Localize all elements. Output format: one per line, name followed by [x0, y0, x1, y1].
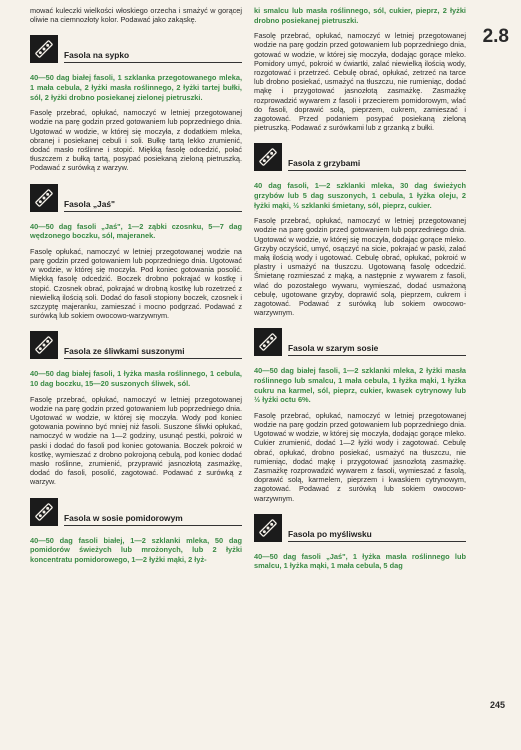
- recipe-header: [30, 329, 242, 359]
- recipe-title: Fasola w sosie pomidorowym: [64, 512, 183, 523]
- intro-text: mować kuleczki wielkości włoskiego orzecha i smażyć w gorącej oliwie na ciemnozłoty kolor. Podawać jako zakąskę.: [30, 6, 242, 25]
- recipe-title: Fasola po myśliwsku: [288, 528, 372, 539]
- beans-icon: [30, 331, 58, 359]
- recipe-instructions: Fasolę opłukać, namoczyć w letniej przegotowanej wodzie na parę godzin przed gotowaniem lub poprzedniego dnia. Ugotować w wodzie, w której się moczyła. Pod koniec gotowania posolić. Miękką fasolę odcedzić. Boczek drobno pokrajać w kostkę i stopić. Czosnek obrać, pokrajać w drobną kostkę lub rozetrzeć z niewielką ilością soli. Dodać do fasoli stopiony boczek, czosnek i szczyptę majeranku, zamieszać i mocno podgrzać. Podawać z surówką lub sokiem owocowo-warzywnym.: [30, 246, 242, 321]
- recipe-title: Fasola z grzybami: [288, 158, 361, 169]
- recipe-ingredients: 40 dag fasoli, 1—2 szklanki mleka, 30 dag świeżych grzybów lub 5 dag suszonych, 1 cebula, 1 łyżka oleju, 2 łyżki mąki, ½ szklanki śmietany, sól, pieprz, cukier.: [254, 181, 466, 210]
- recipe-instructions: Fasolę przebrać, opłukać, namoczyć w letniej przegotowanej wodzie na parę godzin przed gotowaniem lub poprzedniego dnia. Ugotować w wodzie, w której się moczyła, z dodatkiem mleka, obranej i posiekanej cebuli i soli. Bułkę tartą lekko zrumienić, dodać masło roślinne i stopić. Miękką fasolę odcedzić, połać tłuszczem z bułką tartą, posypać posiekaną zieloną pietruszką. Podawać z surówką z warzyw.: [30, 108, 242, 173]
- recipe-instructions: Fasolę przebrać, opłukać, namoczyć w letniej przegotowanej wodzie na parę godzin przed gotowaniem lub poprzedniego dnia. Ugotować w wodzie, w której się moczyła, dodając gorące mleko. Cukier zrumienić, dodać 1—2 łyżki wody i zagotować. Cebulę obrać, opłukać, drobno posiekać, usmażyć na tłuszczu, nie rumieniąc, dodać mąkę i przygotować jasnozłotą zasmażkę. Zasmażkę rozprowadzić wywarem z fasoli, wymieszać z fasolą, doprawić solą, karmelem, pieprzem i kwaskiem cytrynowym, zagotować. Podawać z surówką lub sokiem owocowo-warzywnym.: [254, 410, 466, 503]
- recipe-ingredients: 40—50 dag fasoli „Jaś", 1 łyżka masła roślinnego lub smalcu, 1 łyżka mąki, 1 mała cebula, 5 dag: [254, 551, 466, 571]
- recipe-title: Fasola „Jaś": [64, 198, 115, 209]
- beans-icon: [30, 35, 58, 63]
- recipe-header: [254, 326, 466, 356]
- right-column: [254, 6, 466, 577]
- recipe-ingredients: 40—50 dag białej fasoli, 1—2 szklanki mleka, 2 łyżki masła roślinnego lub smalcu, 1 mała cebula, 1 łyżka mąki, 1 łyżka cukru na karmel, sól, pieprz, cukier, kwasek cytrynowy lub ½ łyżki octu 6%.: [254, 366, 466, 405]
- recipe-header: [254, 512, 466, 542]
- recipe-instructions: Fasolę przebrać, opłukać, namoczyć w letniej przegotowanej wodzie na parę godzin przed gotowaniem lub poprzedniego dnia, gotować w wodzie, w której się moczyła, dodając gorące mleko. Pomidory umyć, pokroić w ćwiartki, zalać niewielką ilością wody, rozgotować i przetrzeć. Cebulę obrać, opłukać, zetrzeć na tarce lub drobno posiekać, usmażyć na tłuszczu, nie rumieniąc, dodać mąkę i przygotować jasnozłotą zasmażkę. Zasmażkę rozprowadzić wywarem z fasoli i przecierem pomidorowym, wlać do fasoli, doprawić solą, pieprzem, cukrem, zamieszać i zagotować. Przed podaniem posypać posiekaną zieloną pietruszką. Podawać z surówkami lub z grzanką z bułki.: [254, 31, 466, 133]
- beans-icon: [254, 143, 282, 171]
- beans-icon: [30, 184, 58, 212]
- beans-icon: [254, 328, 282, 356]
- recipe-header: [30, 182, 242, 212]
- recipe-ingredients: 40—50 dag białej fasoli, 1 łyżka masła roślinnego, 1 cebula, 10 dag boczku, 15—20 suszonych śliwek, sól.: [30, 369, 242, 389]
- recipe-header: [30, 496, 242, 526]
- recipe-ingredients: 40—50 dag fasoli „Jaś", 1—2 ząbki czosnku, 5—7 dag wędzonego boczku, sól, majeranek.: [30, 221, 242, 241]
- chapter-number: 2.8: [482, 26, 509, 47]
- recipe-title: Fasola na sypko: [64, 50, 130, 61]
- page-number: 245: [489, 700, 505, 710]
- recipe-ingredients-continued: ki smalcu lub masła roślinnego, sól, cukier, pieprz, 2 łyżki drobno posiekanej pietruszki.: [254, 6, 466, 25]
- recipe-header: [254, 141, 466, 171]
- recipe-title: Fasola ze śliwkami suszonymi: [64, 346, 185, 357]
- beans-icon: [30, 498, 58, 526]
- recipe-title: Fasola w szarym sosie: [288, 343, 379, 354]
- left-column: [30, 6, 242, 570]
- beans-icon: [254, 514, 282, 542]
- recipe-instructions: Fasolę przebrać, opłukać, namoczyć w letniej przegotowanej wodzie na parę godzin przed gotowaniem lub poprzedniego dnia. Ugotować w wodzie, w której się moczyła, dodając gorące mleko. Grzyby oczyścić, umyć, osączyć na sicie, pokrajać w paski, zalać małą ilością wody i ugotować. Cebulę obrać, opłukać, pokroić w plastry i usmażyć na tłuszczu. Ugotowaną fasolę odcedzić. Śmietanę rozmieszać z mąką, a następnie z wywarem z fasoli, wlać do pozostałego wywaru, wymieszać, dodać usmażoną cebulę, ugotowane grzyby, doprawić solą, pieprzem, cukrem i zagotować. Podawać z surówką lub sokiem owocowo-warzywnym.: [254, 216, 466, 318]
- recipe-instructions: Fasolę przebrać, opłukać, namoczyć w letniej przegotowanej wodzie na parę godzin przed gotowaniem lub poprzedniego dnia. Ugotować w wodzie, w której się moczyła. Wody pod koniec gotowania powinno być mniej niż fasoli. Suszone śliwki opłukać, namoczyć w wodzie na 1—2 godziny, usunąć pestki, pokroić w paski i dodać do fasoli pod koniec gotowania. Boczek pokroić w kostkę, wymieszać z drobno pokrojoną cebulą, pod koniec dodać masło roślinne, zrumienić, przyprawić jasnozłotą zasmażkę, dodać do fasoli, posolić, zagotować. Podawać z surówką z warzyw.: [30, 394, 242, 487]
- recipe-ingredients: 40—50 dag białej fasoli, 1 szklanka przegotowanego mleka, 1 mała cebula, 2 łyżki masła roślinnego, 2 łyżki tartej bułki, sól, 2 łyżki drobno posiekanej zielonej pietruszki.: [30, 73, 242, 102]
- recipe-ingredients: 40—50 dag fasoli białej, 1—2 szklanki mleka, 50 dag pomidorów świeżych lub mrożonych, lub 2 łyżki koncentratu pomidorowego, 1—2 łyżki mąki, 2 łyż-: [30, 535, 242, 564]
- recipe-header: [30, 33, 242, 63]
